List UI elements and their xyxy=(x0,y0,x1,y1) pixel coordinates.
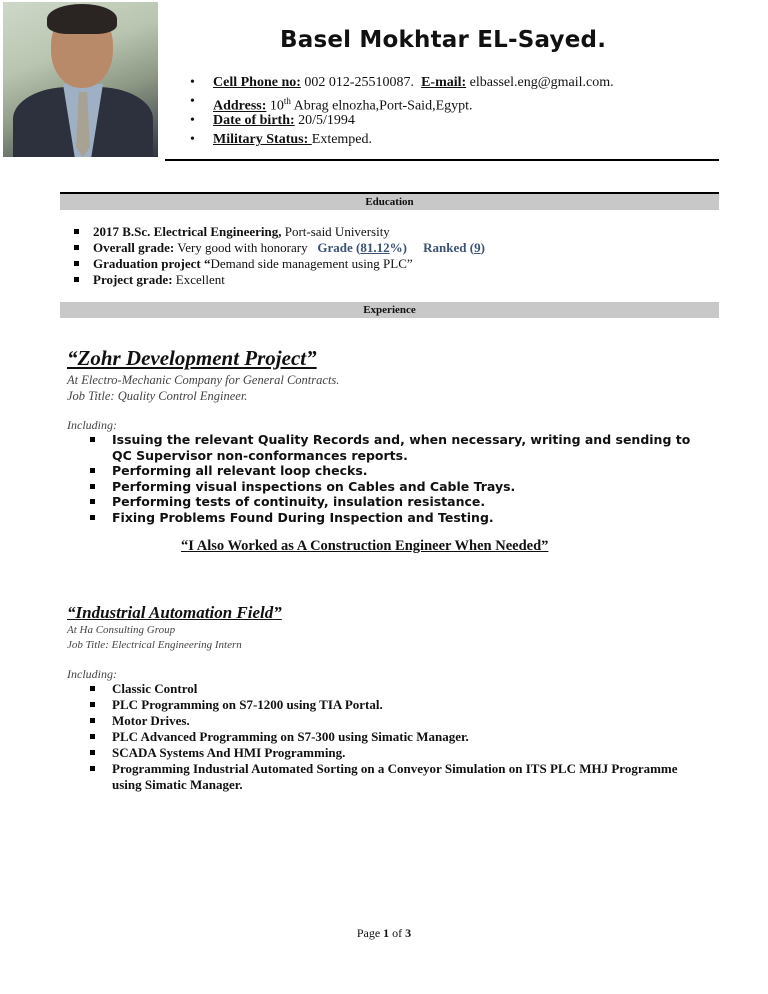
list-item: Motor Drives. xyxy=(86,713,692,729)
job-duties-list xyxy=(86,681,692,793)
list-item: SCADA Systems And HMI Programming. xyxy=(86,745,692,761)
job-role: Job Title: Electrical Engineering Intern xyxy=(67,639,242,651)
contact-dob: • Date of birth: 20/5/1994 xyxy=(190,111,614,130)
list-item: Performing tests of continuity, insulation resistance. xyxy=(86,494,712,510)
education-list xyxy=(66,224,485,288)
job-role: Job Title: Quality Control Engineer. xyxy=(67,389,248,403)
candidate-name: Basel Mokhtar EL-Sayed. xyxy=(280,27,607,53)
job-title-heading: “Industrial Automation Field” xyxy=(67,603,282,622)
job-duties-list xyxy=(86,432,712,525)
contact-address: • Address: 10th Abrag elnozha,Port-Said,Egypt. xyxy=(190,92,614,111)
job-title-heading: “Zohr Development Project” xyxy=(67,346,317,370)
contact-phone: • Cell Phone no: 002 012-25510087. E-mail: elbassel.eng@gmail.com. xyxy=(190,73,614,92)
experience-heading: Experience xyxy=(60,302,719,318)
list-item: Programming Industrial Automated Sorting on a Conveyor Simulation on ITS PLC MHJ Programme using Simatic Manager. xyxy=(86,761,692,793)
contact-list xyxy=(190,73,614,149)
list-item: Performing visual inspections on Cables and Cable Trays. xyxy=(86,479,712,495)
education-grade: Overall grade: Very good with honorary Grade (81.12%) Ranked (9) xyxy=(66,240,485,256)
list-item: Performing all relevant loop checks. xyxy=(86,463,712,479)
list-item: Fixing Problems Found During Inspection and Testing. xyxy=(86,510,712,526)
including-label: Including: xyxy=(67,418,117,432)
education-project: Graduation project “Demand side management using PLC” xyxy=(66,256,485,272)
profile-photo xyxy=(3,2,158,157)
list-item: Issuing the relevant Quality Records and, when necessary, writing and sending to QC Supervisor non-conformances reports. xyxy=(86,432,712,463)
header-divider xyxy=(165,159,719,161)
including-label: Including: xyxy=(67,667,117,681)
email-link[interactable]: elbassel.eng@gmail.com. xyxy=(466,75,614,90)
education-heading: Education xyxy=(60,192,719,210)
list-item: PLC Advanced Programming on S7-300 using Simatic Manager. xyxy=(86,729,692,745)
page-footer: Page 1 of 3 xyxy=(356,926,412,940)
education-degree: 2017 B.Sc. Electrical Engineering, Port-said University xyxy=(66,224,485,240)
list-item: Classic Control xyxy=(86,681,692,697)
job-company: At Ha Consulting Group xyxy=(67,624,176,636)
contact-military: • Military Status: Extemped. xyxy=(190,130,614,149)
job-company: At Electro-Mechanic Company for General Contracts. xyxy=(67,373,340,387)
education-project-grade: Project grade: Excellent xyxy=(66,272,485,288)
construction-note: “I Also Worked as A Construction Engineer When Needed” xyxy=(181,538,549,554)
list-item: PLC Programming on S7-1200 using TIA Portal. xyxy=(86,697,692,713)
